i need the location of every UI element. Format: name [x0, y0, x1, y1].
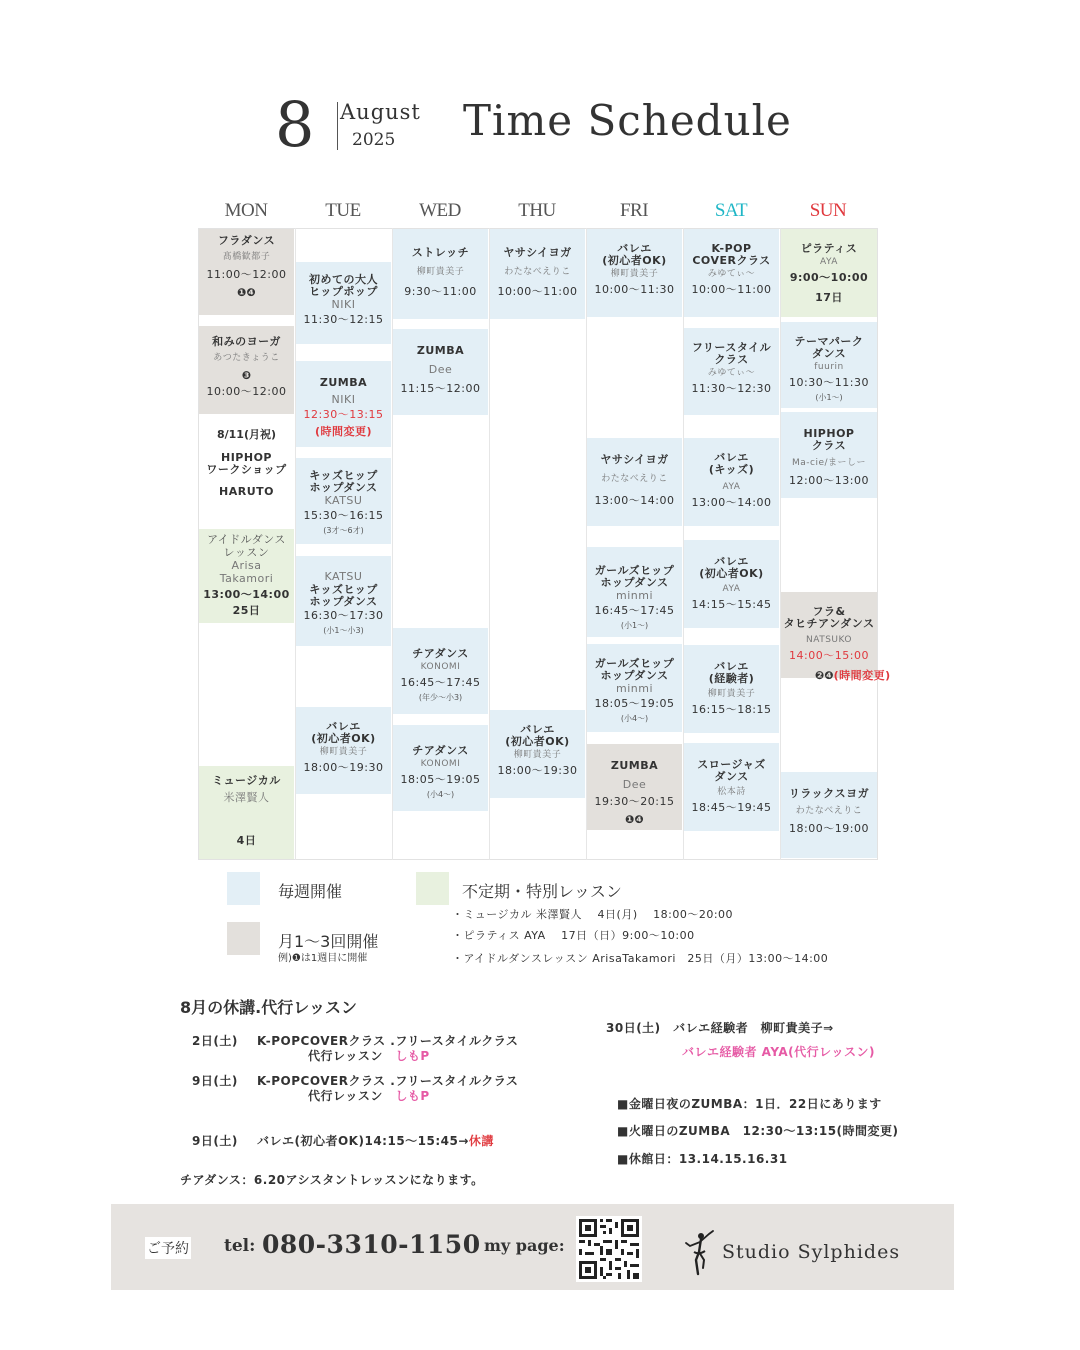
class-time: 15:30〜16:15: [303, 509, 384, 522]
class-time: 13:00〜14:00: [203, 588, 290, 601]
class-date: 4日: [236, 834, 257, 847]
instructor-1: Arisa: [231, 559, 262, 572]
instructor: Dee: [428, 363, 453, 376]
class-title-1: HIPHOP: [803, 427, 855, 440]
month-number: 8: [275, 88, 315, 161]
special-lesson-line: ・ピラティス AYA 17日（日）9:00〜10:00: [452, 929, 695, 942]
workshop-date: 8/11(月祝): [216, 428, 277, 441]
page-title: Time Schedule: [463, 96, 792, 145]
age-note: (小1〜): [620, 621, 649, 630]
tel-number[interactable]: 080-3310-1150: [262, 1230, 481, 1259]
class-title-1: ガールズヒップ: [594, 657, 675, 670]
class-time: 18:05〜19:05: [400, 773, 481, 786]
class-date: 17日: [815, 291, 843, 304]
sun-pilates-class: [781, 229, 877, 317]
notices-title: 8月の休講.代行レッスン: [180, 998, 358, 1017]
mon-hula-class: [199, 229, 294, 315]
special-lesson-line: ・アイドルダンスレッスン ArisaTakamori 25日（月）13:00〜14:00: [452, 952, 829, 965]
class-time: 11:00〜12:00: [206, 268, 287, 281]
class-title: ストレッチ: [411, 246, 470, 259]
class-title-1: アイドルダンス: [207, 533, 286, 546]
class-title: チアダンス: [412, 744, 469, 757]
fri-yoga-class: [587, 438, 682, 526]
instructor: AYA: [820, 257, 838, 267]
instructor: minmi: [615, 589, 653, 602]
class-title-1: キッズヒップ: [309, 583, 378, 596]
class-title: ピラティス: [800, 242, 858, 255]
class-time: 11:30〜12:15: [303, 313, 384, 326]
notice-date: 2日(土): [192, 1034, 238, 1048]
instructor: Dee: [622, 778, 647, 791]
class-title-2: COVERクラス: [692, 254, 771, 267]
notice-right-1: 30日(土) バレエ経験者 柳町貴美子⇒: [606, 1021, 834, 1035]
instructor: みゆてぃ〜: [707, 269, 756, 279]
class-title-2: クラス: [714, 353, 749, 366]
tel-label: tel:: [224, 1236, 256, 1256]
class-title-2: ダンス: [811, 347, 847, 360]
instructor: KATSU: [324, 570, 363, 583]
notice-sub-name: しもP: [395, 1089, 430, 1103]
tue-kids-hiphop-1: [296, 458, 391, 544]
class-time: 9:00〜10:00: [789, 271, 869, 284]
instructor: NIKI: [331, 393, 356, 406]
class-time: 12:30〜13:15: [303, 408, 384, 421]
class-title-2: ホップダンス: [600, 669, 669, 682]
fri-girls-hiphop-1: [587, 547, 682, 637]
legend-swatch-special: [416, 872, 449, 905]
legend-special: 不定期・特別レッスン: [462, 882, 622, 901]
instructor: あつたきょうこ: [213, 353, 280, 363]
studio-name: Studio Sylphides: [722, 1241, 901, 1263]
instructor: 米澤賢人: [223, 791, 270, 804]
class-title-2: ヒップポップ: [309, 285, 378, 298]
sun-hula-class: [781, 592, 891, 682]
instructor: fuurin: [814, 362, 844, 372]
week-marker: ❶❹: [625, 813, 644, 826]
class-time: 16:15〜18:15: [691, 703, 772, 716]
notice-right-1-sub: バレエ経験者 AYA(代行レッスン): [682, 1045, 875, 1059]
class-title-1: バレエ: [714, 660, 749, 673]
info-line: ■金曜日夜のZUMBA：1日．22日にあります: [617, 1097, 882, 1111]
instructor: 柳町貴美子: [319, 747, 368, 757]
sun-yoga-class: [781, 772, 877, 858]
workshop-title-1: HIPHOP: [221, 451, 272, 464]
instructor: 柳町貴美子: [707, 689, 756, 699]
mon-workshop: [199, 420, 294, 510]
class-title-1: バレエ: [520, 723, 555, 736]
class-title-1: フラ&: [812, 605, 846, 618]
week-marker: ❷❹: [815, 669, 834, 682]
legend-swatch-weekly: [227, 872, 260, 905]
class-time: 18:45〜19:45: [691, 801, 772, 814]
class-title-1: K-POP: [711, 242, 752, 255]
fri-zumba-class: [587, 744, 682, 830]
class-title-2: (初心者OK): [602, 254, 667, 267]
notice-text: K-POPCOVERクラス .フリースタイルクラス: [257, 1034, 519, 1048]
notice-text: [257, 1132, 494, 1149]
class-time: 16:45〜17:45: [594, 604, 675, 617]
header-divider: [337, 102, 338, 150]
class-title: ZUMBA: [319, 376, 368, 389]
age-note: (小1〜小3): [323, 626, 364, 635]
notice-sub: [308, 1087, 430, 1104]
instructor: KATSU: [324, 494, 363, 507]
notice-sub: [308, 1047, 430, 1064]
class-time: 16:45〜17:45: [400, 676, 481, 689]
class-title-2: (キッズ): [708, 463, 755, 476]
ballerina-logo-icon: [684, 1230, 716, 1276]
class-title-2: ダンス: [714, 770, 749, 783]
class-title-1: 初めての大人: [309, 273, 378, 286]
instructor: わたなべえりこ: [504, 267, 571, 277]
class-title-2: クラス: [811, 439, 847, 452]
fri-girls-hiphop-2: [587, 644, 682, 732]
day-header-fri: FRI: [619, 200, 649, 221]
class-title: 和みのヨーガ: [212, 335, 281, 348]
reservation-label: ご予約: [145, 1237, 191, 1259]
instructor: minmi: [615, 682, 653, 695]
wed-cheer-1: [393, 628, 488, 714]
info-line: ■休館日：13.14.15.16.31: [617, 1152, 788, 1166]
class-title-1: スロージャズ: [697, 758, 766, 771]
class-time: 10:30〜11:30: [789, 376, 869, 389]
day-header-sat: SAT: [714, 200, 748, 221]
class-title: リラックスヨガ: [788, 787, 870, 800]
class-title-1: テーマパーク: [794, 335, 864, 348]
class-time: 10:00〜12:00: [206, 385, 287, 398]
class-date: 25日: [232, 604, 261, 617]
thu-ballet-class: [490, 710, 585, 798]
instructor: 松本詩: [717, 787, 746, 797]
class-time: 13:00〜14:00: [691, 496, 772, 509]
qr-code-icon[interactable]: [576, 1216, 642, 1282]
notice-sub-label: 代行レッスン: [308, 1089, 383, 1103]
class-title-1: バレエ: [326, 720, 361, 733]
legend-monthly: 月1〜3回開催: [278, 932, 379, 951]
class-title-2: タヒチアンダンス: [783, 617, 875, 630]
wed-zumba-class: [393, 329, 488, 415]
instructor: KONOMI: [420, 662, 461, 672]
mon-idol-class: [199, 529, 294, 623]
class-title-1: フリースタイル: [691, 341, 772, 354]
age-note: (小1〜): [815, 393, 843, 402]
cheer-note: チアダンス：6.20アシスタントレッスンになります。: [180, 1173, 484, 1187]
instructor: わたなべえりこ: [795, 806, 863, 816]
sat-ballet-experienced: [684, 645, 779, 733]
hula-notes: [781, 664, 891, 684]
legend-swatch-monthly: [227, 922, 260, 955]
class-time: 10:00〜11:30: [594, 283, 675, 296]
class-title-1: バレエ: [714, 555, 749, 568]
tue-hiphop-class: [296, 262, 391, 344]
sat-ballet-beginner: [684, 540, 779, 628]
day-header-mon: MON: [224, 200, 268, 221]
day-header-sun: SUN: [809, 200, 847, 221]
tue-ballet-class: [296, 707, 391, 794]
sat-freestyle-class: [684, 328, 779, 415]
age-note: (小4〜): [620, 714, 649, 723]
class-title-1: ガールズヒップ: [594, 564, 675, 577]
month-name: August: [340, 100, 421, 124]
instructor-2: Takamori: [219, 572, 274, 585]
class-time: 9:30〜11:00: [404, 285, 477, 298]
instructor: KONOMI: [420, 759, 461, 769]
workshop-title-2: ワークショップ: [206, 463, 287, 476]
class-title-2: (初心者OK): [311, 732, 376, 745]
class-time: 11:15〜12:00: [400, 382, 481, 395]
notice-date: 9日(土): [192, 1134, 238, 1148]
tue-zumba-class: [296, 361, 391, 447]
class-time: 18:00〜19:30: [303, 761, 384, 774]
special-lesson-line: ・ミュージカル 米澤賢人 4日(月) 18:00〜20:00: [452, 908, 734, 921]
mon-musical-class: [199, 766, 294, 859]
age-note: (年少〜小3): [418, 693, 463, 702]
instructor: 髙橋歓都子: [222, 252, 271, 262]
age-note: (3才〜6才): [323, 526, 364, 535]
instructor: AYA: [722, 584, 741, 594]
class-title-2: (初心者OK): [699, 567, 764, 580]
year: 2025: [352, 130, 396, 150]
instructor: Ma-cie/まーしー: [791, 458, 867, 468]
mon-yoga-class: [199, 326, 294, 414]
instructor: NATSUKO: [806, 635, 852, 645]
age-note: (小4〜): [426, 790, 455, 799]
instructor: 柳町貴美子: [610, 269, 659, 279]
class-title: チアダンス: [412, 647, 469, 660]
class-title-2: ホップダンス: [309, 595, 378, 608]
class-title-2: ホップダンス: [600, 576, 669, 589]
class-title: ZUMBA: [610, 759, 659, 772]
thu-yoga-class: [490, 229, 585, 319]
class-time: 10:00〜11:00: [497, 285, 578, 298]
legend-monthly-note: 例)❶は1週目に開催: [278, 953, 368, 964]
wed-cheer-2: [393, 725, 488, 811]
info-line: ■火曜日のZUMBA 12:30〜13:15(時間変更): [617, 1124, 899, 1138]
instructor: 柳町貴美子: [513, 750, 562, 760]
class-time: 18:00〜19:30: [497, 764, 578, 777]
wed-stretch-class: [393, 229, 488, 319]
class-time: 14:15〜15:45: [691, 598, 772, 611]
class-time: 14:00〜15:00: [789, 649, 869, 662]
day-header-tue: TUE: [325, 200, 361, 221]
class-time: 16:30〜17:30: [303, 609, 384, 622]
day-header-wed: WED: [419, 200, 461, 221]
class-title: ヤサシイヨガ: [600, 453, 669, 466]
notice-sub-name: しもP: [395, 1049, 430, 1063]
class-title: ヤサシイヨガ: [503, 246, 572, 259]
fri-ballet-class: [587, 229, 682, 317]
class-time: 12:00〜13:00: [789, 474, 869, 487]
notice-date: 9日(土): [192, 1074, 238, 1088]
schedule-change-note: (時間変更): [314, 425, 373, 438]
schedule-change-note: (時間変更): [833, 669, 891, 682]
class-title-2: ホップダンス: [309, 481, 378, 494]
sat-jazz-class: [684, 743, 779, 831]
class-title-2: レッスン: [223, 546, 270, 559]
instructor: わたなべえりこ: [601, 474, 668, 484]
week-marker: ❶❹: [237, 286, 256, 299]
notice-text-main: バレエ(初心者OK)14:15〜15:45→: [257, 1134, 469, 1148]
class-title-1: バレエ: [617, 242, 652, 255]
notice-text: K-POPCOVERクラス .フリースタイルクラス: [257, 1074, 519, 1088]
instructor: AYA: [722, 482, 741, 492]
class-time: 19:30〜20:15: [594, 795, 675, 808]
instructor: NIKI: [331, 298, 356, 311]
instructor: みゆてぃ〜: [707, 368, 756, 378]
class-time: 10:00〜11:00: [691, 283, 772, 296]
notice-sub-label: 代行レッスン: [308, 1049, 383, 1063]
legend-weekly: 毎週開催: [278, 882, 343, 901]
class-title-2: (初心者OK): [505, 735, 570, 748]
class-time: 18:05〜19:05: [594, 697, 675, 710]
instructor: 柳町貴美子: [416, 267, 465, 277]
sun-theme-park-class: [781, 322, 877, 408]
week-marker: ❸: [241, 369, 252, 382]
class-time: 18:00〜19:00: [789, 822, 869, 835]
sat-ballet-kids: [684, 438, 779, 526]
class-title-1: キッズヒップ: [309, 469, 378, 482]
sat-kpop-class: [684, 229, 779, 317]
class-title: ミュージカル: [212, 774, 281, 787]
class-title: フラダンス: [217, 234, 276, 247]
tue-kids-hiphop-2: [296, 556, 391, 646]
cancel-label: 休講: [468, 1134, 494, 1148]
day-header-thu: THU: [518, 200, 556, 221]
instructor: HARUTO: [219, 485, 274, 498]
class-title-2: (経験者): [708, 672, 755, 685]
sun-hiphop-class: [781, 412, 877, 498]
class-title: ZUMBA: [416, 344, 465, 357]
mypage-label: my page:: [484, 1236, 565, 1255]
class-time: 11:30〜12:30: [691, 382, 772, 395]
class-time: 13:00〜14:00: [594, 494, 675, 507]
class-title-1: バレエ: [714, 451, 749, 464]
